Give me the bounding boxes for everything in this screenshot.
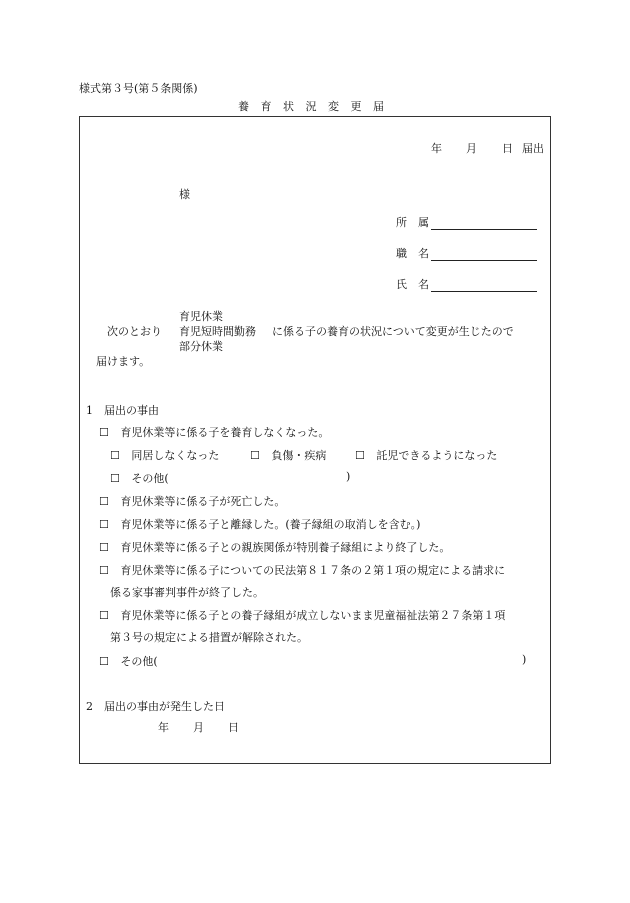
reason-item-5 xyxy=(99,562,505,578)
reason-item-other-close: ) xyxy=(522,653,527,666)
field-affiliation xyxy=(396,214,537,230)
reason-item-6 xyxy=(99,607,505,623)
reason-item-3 xyxy=(99,516,420,532)
checkbox-icon[interactable]: ☐ xyxy=(355,449,365,462)
intro-suffix: に係る子の養育の状況について変更が生じたので xyxy=(272,325,514,338)
reason-item-label: 育児休業等に係る子との養子縁組が成立しないまま児童福祉法第２７条第１項 xyxy=(120,609,506,622)
date-month: 月 xyxy=(466,142,477,155)
reason-item-1 xyxy=(99,424,329,440)
sub-option-other-label: その他( xyxy=(131,472,169,485)
sub-option-label: 負傷・疾病 xyxy=(271,449,327,462)
section2-heading: 2 届出の事由が発生した日 xyxy=(86,700,225,713)
reason-item-6-cont: 第３号の規定による措置が解除された。 xyxy=(110,631,308,644)
reason-item-label: 育児休業等に係る子と離縁した。(養子縁組の取消しを含む。) xyxy=(120,518,421,531)
checkbox-icon[interactable]: ☐ xyxy=(99,495,109,508)
addressee: 様 xyxy=(179,188,190,201)
reason-item-label: 育児休業等に係る子との親族関係が特別養子縁組により終了した。 xyxy=(120,541,451,554)
occurrence-year: 年 xyxy=(158,721,169,734)
checkbox-icon[interactable]: ☐ xyxy=(99,564,109,577)
reason-item-5-cont: 係る家事審判事件が終了した。 xyxy=(110,586,264,599)
field-name-label: 氏 名 xyxy=(396,278,429,291)
leave-type-2: 育児短時間勤務 xyxy=(179,325,256,338)
reason-item-other xyxy=(99,653,158,669)
checkbox-icon[interactable]: ☐ xyxy=(250,449,260,462)
sub-option-3 xyxy=(355,447,497,463)
checkbox-icon[interactable]: ☐ xyxy=(99,609,109,622)
date-year: 年 xyxy=(431,142,442,155)
sub-option-2 xyxy=(250,447,326,463)
sub-option-label: 託児できるようになった xyxy=(376,449,498,462)
sub-option-other xyxy=(110,470,169,486)
field-affiliation-label: 所 属 xyxy=(396,216,429,229)
field-name-input[interactable] xyxy=(431,280,537,292)
date-suffix: 届出 xyxy=(522,142,544,155)
occurrence-day: 日 xyxy=(228,721,239,734)
reason-item-other-label: その他( xyxy=(120,655,158,668)
sub-option-other-close: ) xyxy=(346,470,351,483)
leave-type-1: 育児休業 xyxy=(179,310,223,323)
occurrence-month: 月 xyxy=(193,721,204,734)
leave-type-3: 部分休業 xyxy=(179,340,223,353)
sub-option-1 xyxy=(110,447,219,463)
reason-item-2 xyxy=(99,493,285,509)
sub-option-label: 同居しなくなった xyxy=(131,449,220,462)
checkbox-icon[interactable]: ☐ xyxy=(99,518,109,531)
checkbox-icon[interactable]: ☐ xyxy=(99,541,109,554)
reason-item-label: 育児休業等に係る子を養育しなくなった。 xyxy=(120,426,330,439)
field-position xyxy=(396,245,537,261)
intro-line2: 届けます。 xyxy=(96,355,151,368)
intro-prefix: 次のとおり xyxy=(107,325,162,338)
field-position-label: 職 名 xyxy=(396,247,429,260)
field-name xyxy=(396,276,537,292)
reason-item-label: 育児休業等に係る子についての民法第８１７条の２第１項の規定による請求に xyxy=(120,564,506,577)
checkbox-icon[interactable]: ☐ xyxy=(110,472,120,485)
field-affiliation-input[interactable] xyxy=(431,218,537,230)
field-position-input[interactable] xyxy=(431,249,537,261)
form-id: 様式第３号(第５条関係) xyxy=(79,82,198,95)
checkbox-icon[interactable]: ☐ xyxy=(110,449,120,462)
reason-item-4 xyxy=(99,539,450,555)
reason-item-label: 育児休業等に係る子が死亡した。 xyxy=(120,495,286,508)
checkbox-icon[interactable]: ☐ xyxy=(99,426,109,439)
checkbox-icon[interactable]: ☐ xyxy=(99,655,109,668)
section1-heading: 1 届出の事由 xyxy=(86,404,159,417)
page-title: 養 育 状 況 変 更 届 xyxy=(238,100,388,113)
date-day: 日 xyxy=(502,142,513,155)
